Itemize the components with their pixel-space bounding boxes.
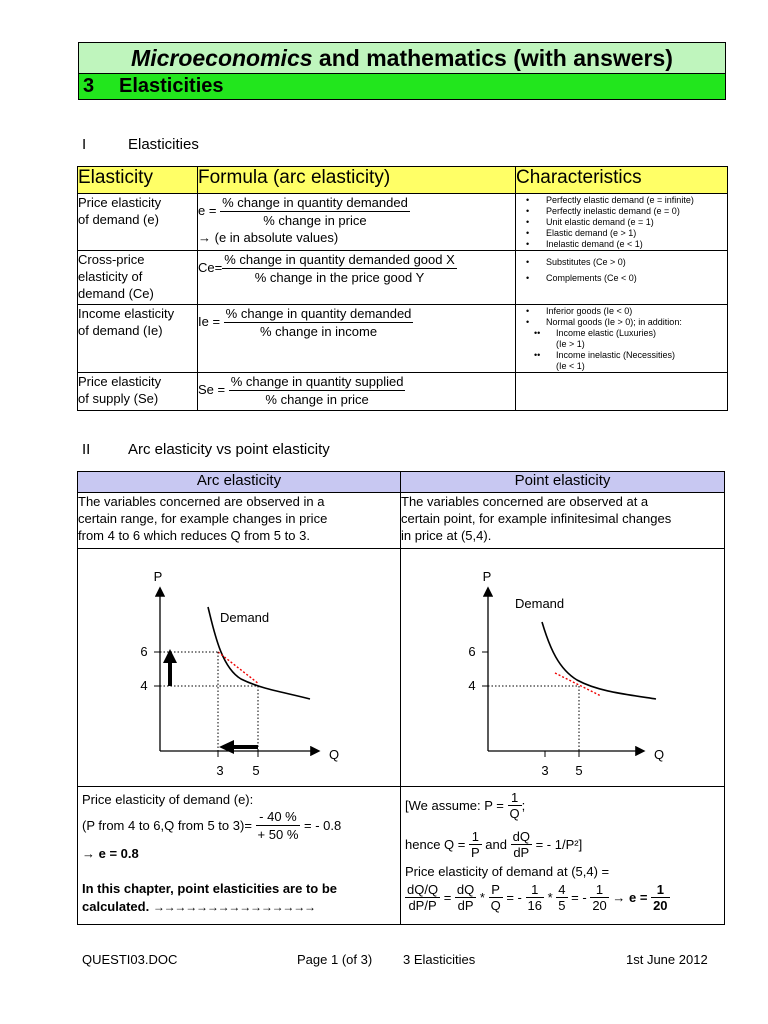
footer-chapter: 3 Elasticities — [403, 952, 476, 967]
demand-curve — [542, 622, 656, 699]
table-row — [78, 194, 728, 251]
formula-fraction: $\frac{\text{\% change in quantity supplied}}{\text{\% change in price}}$ — [230, 374, 404, 407]
tick-label: 6 — [140, 644, 148, 659]
price-increase-arrowhead — [163, 649, 177, 663]
arc-answer-result: → e = 0.8 — [82, 846, 139, 861]
point-elasticity-graph — [401, 549, 723, 787]
tick-label: 6 — [468, 644, 476, 659]
arc-answer-line-2: (P from 4 to 6,Q from 5 to 3)= $\frac{- 40 \%}{+ 50 \%}$ = - 0.8 — [82, 809, 342, 842]
header-point-elasticity: Point elasticity — [401, 472, 725, 493]
arc-fraction: $\frac{- 40 \%}{+ 50 \%}$ — [257, 809, 299, 842]
header-arc-elasticity: Arc elasticity — [78, 472, 401, 493]
demand-label: Demand — [515, 596, 565, 611]
arc-description: The variables concerned are observed in a certain range, for example changes in price from 4 to 6 which reduces Q from 5 to 3. — [78, 493, 401, 549]
chapter-heading: 3 Elasticities — [79, 74, 725, 99]
quantity-decrease-arrowhead — [219, 740, 234, 754]
section-2-number: II — [82, 441, 91, 458]
title-box — [78, 42, 726, 100]
price-increase-arrow — [168, 662, 172, 686]
point-description: The variables concerned are observed at a certain point, for example infinitesimal changes in price at (5,4). — [401, 493, 725, 549]
point-answer-line-3: Price elasticity of demand at (5,4) = — [405, 864, 610, 879]
characteristics-cell: • Substitutes (Ce > 0) • Complements (Ce < 0) — [516, 251, 728, 305]
footer-filename: QUESTI03.DOC — [82, 952, 178, 967]
point-answer-formula: $\frac{dQ/Q}{dP/P}$ = $\frac{dQ}{dP}$ * $\frac{P}{Q}$ = - $\frac{1}{16}$ * $\frac{4}{5}$ = - $\frac{1}{20}$ → e = $\frac{1}{20}$ — [407, 882, 668, 913]
header-elasticity: Elasticity — [78, 167, 198, 194]
header-characteristics: Characteristics — [516, 167, 728, 194]
tick-label: 4 — [140, 678, 148, 693]
elasticity-name: Income elasticity of demand (Ie) — [78, 305, 198, 373]
formula-cell: Ce= $\frac{\text{\% change in quantity demanded good X}}{\text{\% change in the price good Y}}$ — [198, 251, 516, 305]
table-row — [78, 493, 725, 549]
characteristics-cell: • Inferior goods (Ie < 0) • Normal goods (Ie > 0); in addition: •• Income elastic (Luxuries) (Ie > 1) •• Income inelastic (Necessities) (Ie < 1) — [516, 305, 728, 373]
sub-item: •• Income inelastic (Necessities) — [534, 350, 676, 360]
tick-label: 5 — [252, 763, 260, 778]
elasticities-table — [77, 166, 728, 411]
y-axis-label: P — [153, 569, 163, 584]
elasticity-name: Price elasticity of demand (e) — [78, 194, 198, 251]
formula-cell: Ie = $\frac{\text{\% change in quantity demanded}}{\text{\% change in income}}$ — [198, 305, 516, 373]
characteristics-cell: • Perfectly elastic demand (e = infinite) • Perfectly inelastic demand (e = 0) • Unit elastic demand (e = 1) • Elastic demand (e > 1) • Inelastic demand (e < 1) — [516, 194, 728, 251]
sub-item: •• Income elastic (Luxuries) — [534, 328, 657, 338]
document-title: Microeconomics and mathematics (with answers) — [79, 43, 725, 74]
elasticity-name: Price elasticity of supply (Se) — [78, 373, 198, 411]
tick-label: 4 — [468, 678, 476, 693]
section-1-label: Elasticities — [128, 136, 199, 153]
header-formula: Formula (arc elasticity) — [198, 167, 516, 194]
arc-answer-line-1: Price elasticity of demand (e): — [82, 792, 254, 807]
formula-fraction: $\frac{\text{\% change in quantity demanded good X}}{\text{\% change in the price good Y}}$ — [224, 252, 455, 285]
tick-label: 3 — [541, 763, 549, 778]
point-answer-line-1: [We assume: P = $\frac{1}{Q}$ ; — [405, 790, 526, 821]
footer-page: Page 1 (of 3) — [297, 952, 373, 967]
point-answer-line-2: hence Q = $\frac{1}{P}$ and $\frac{dQ}{dP}$ = - 1/P²] — [405, 829, 583, 860]
table-row — [78, 373, 728, 411]
footer-date: 1st June 2012 — [626, 952, 708, 967]
formula-cell: Se = $\frac{\text{\% change in quantity supplied}}{\text{\% change in price}}$ — [198, 373, 516, 411]
fraction: $\frac{1}{P}$ — [470, 829, 480, 860]
point-tangent — [555, 673, 601, 696]
formula-fraction: $\frac{\text{\% change in quantity demanded}}{\text{\% change in price}}$ — [222, 195, 408, 228]
table-row — [78, 305, 728, 373]
section-1-number: I — [82, 136, 87, 153]
x-axis-label: Q — [653, 747, 665, 762]
quantity-decrease-arrow — [233, 745, 258, 749]
arc-elasticity-graph — [78, 549, 400, 787]
point-answer-result: $\frac{1}{20}$ — [653, 882, 668, 913]
formula-cell: e = $\frac{\text{\% change in quantity demanded}}{\text{\% change in price}}$ → (e in absolute values) — [198, 194, 516, 251]
table-row — [78, 251, 728, 305]
x-axis-label: Q — [328, 747, 340, 762]
arc-secant — [218, 652, 259, 684]
fraction: $\frac{dQ}{dP}$ — [512, 829, 530, 860]
characteristics-cell — [516, 373, 728, 411]
arc-answer-note-2: calculated. →→→→→→→→→→→→→→→ — [82, 899, 315, 914]
fraction: $\frac{1}{Q}$ — [509, 790, 520, 821]
formula-fraction: $\frac{\text{\% change in quantity demanded}}{\text{\% change in income}}$ — [225, 306, 412, 339]
tick-label: 5 — [575, 763, 583, 778]
section-2-label: Arc elasticity vs point elasticity — [128, 441, 330, 458]
arc-answer-note-1: In this chapter, point elasticities are to be — [82, 881, 338, 896]
tick-label: 3 — [216, 763, 224, 778]
y-axis-label: P — [482, 569, 492, 584]
demand-label: Demand — [220, 610, 270, 625]
elasticity-name: Cross-price elasticity of demand (Ce) — [78, 251, 198, 305]
